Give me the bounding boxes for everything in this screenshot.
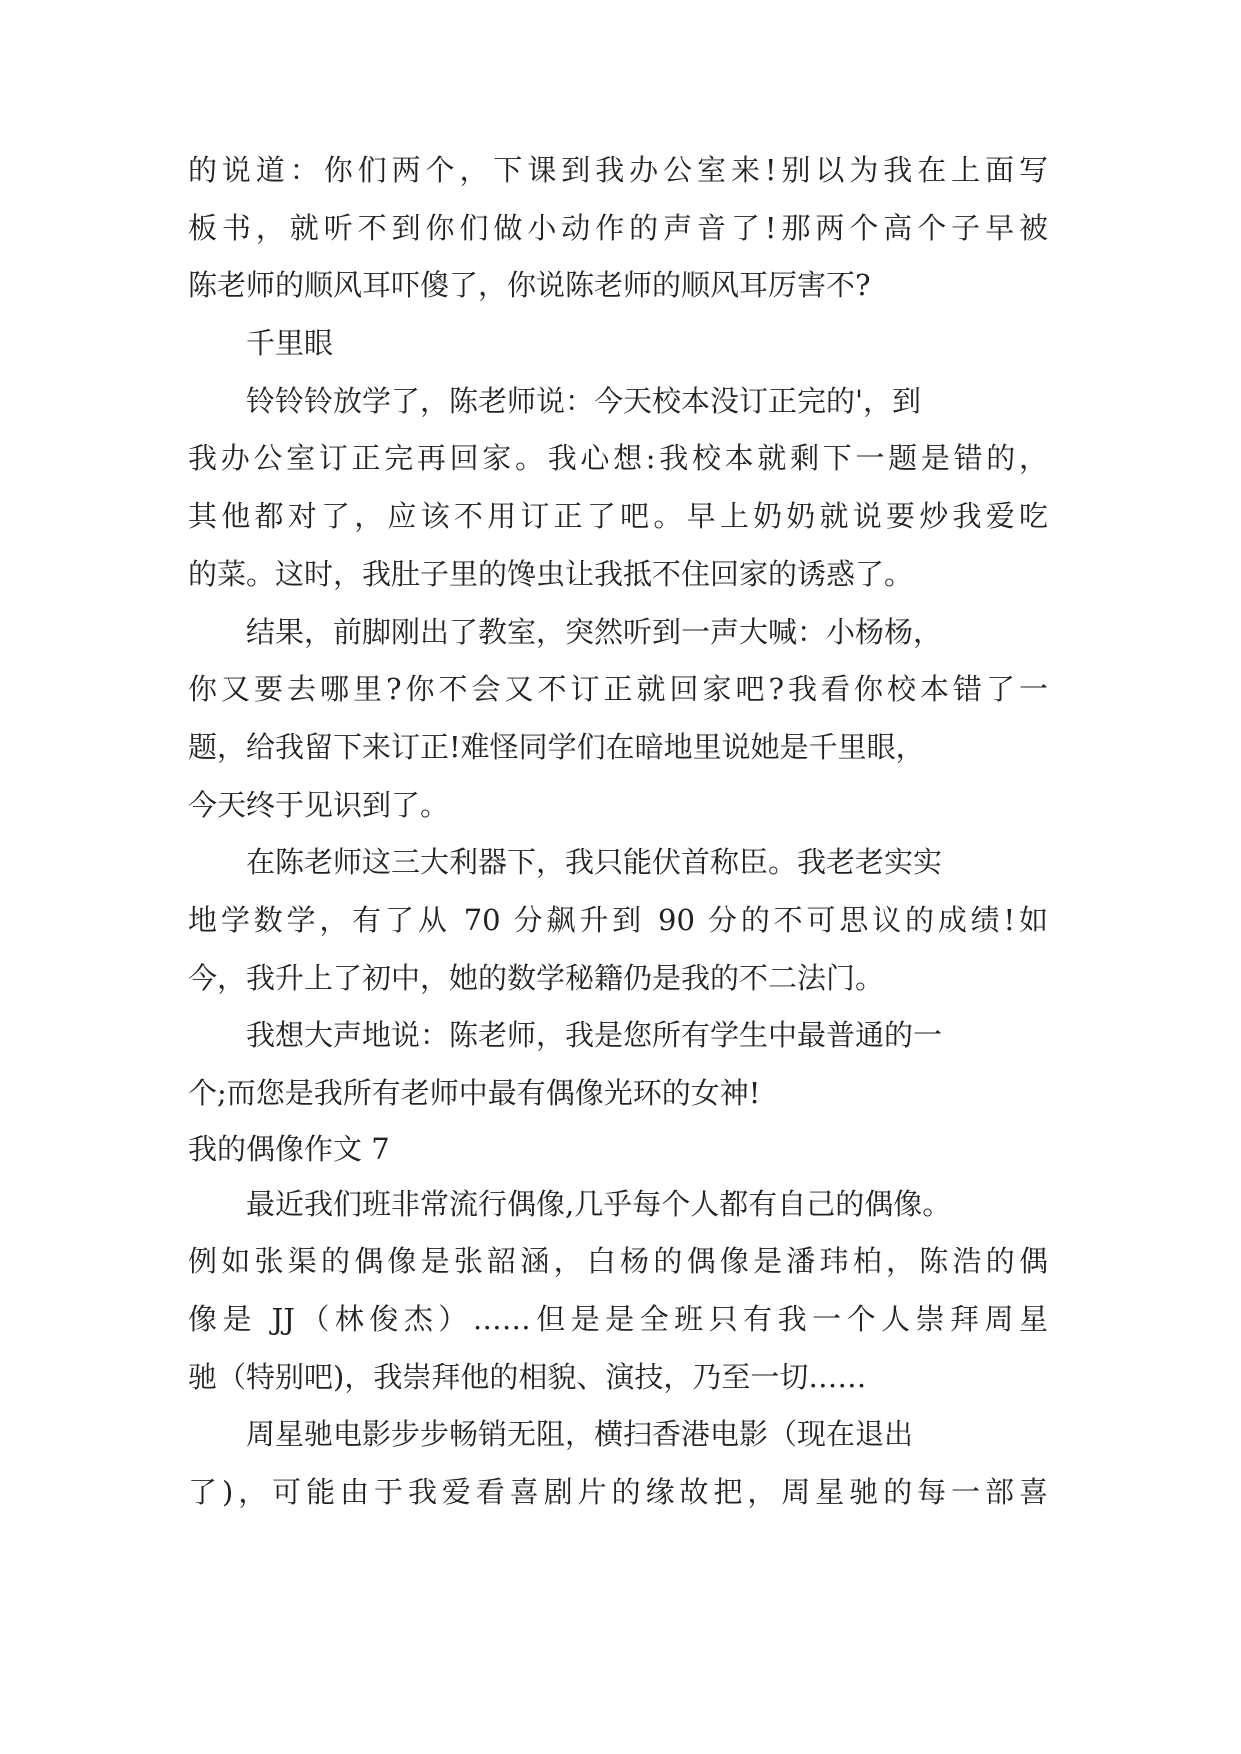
paragraph-3 [188,604,1048,835]
text-line: 题，给我留下来订正!难怪同学们在暗地里说她是千里眼， [188,729,925,764]
text-line: 例如张渠的偶像是张韶涵，白杨的偶像是潘玮柏，陈浩的偶 [188,1244,1048,1279]
text-line: 在陈老师这三大利器下，我只能伏首称臣。我老老实实 [246,845,943,880]
section-title: 我的偶像作文 7 [188,1131,390,1166]
text-line: 的说道：你们两个，下课到我办公室来!别以为我在上面写 [188,153,1048,187]
text-line: 最近我们班非常流行偶像,几乎每个人都有自己的偶像。 [246,1186,952,1221]
paragraph-6 [188,1176,1048,1407]
text-line: 个;而您是我所有老师中最有偶像光环的女神! [188,1076,761,1110]
text-line: 了)，可能由于我爱看喜剧片的缘故把，周星驰的每一部喜 [188,1475,1048,1510]
text-line: 我办公室订正完再回家。我心想:我校本就剩下一题是错的， [188,441,1048,476]
document-page [188,142,1048,1522]
text-line: 今天终于见识到了。 [188,787,450,822]
paragraph-7 [188,1406,1048,1521]
text-line: 像是 JJ（林俊杰）……但是是全班只有我一个人崇拜周星 [188,1302,1048,1337]
paragraph-4 [188,834,1048,1007]
text-line: 驰（特别吧)，我崇拜他的相貌、演技，乃至一切…… [188,1359,867,1394]
text-line: 结果，前脚刚出了教室，突然听到一声大喊：小杨杨， [246,614,943,649]
paragraph-2 [188,373,1048,604]
paragraph-5 [188,1007,1048,1122]
text-line: 板书，就听不到你们做小动作的声音了!那两个高个子早被 [188,210,1048,245]
text-line: 铃铃铃放学了，陈老师说：今天校本没订正完的'，到 [246,383,921,418]
text-line: 周星驰电影步步畅销无阻，横扫香港电影（现在退出 [246,1417,914,1452]
text-line: 我想大声地说：陈老师，我是您所有学生中最普通的一 [246,1018,943,1053]
text-line: 地学数学，有了从 70 分飙升到 90 分的不可思议的成绩!如 [188,902,1048,937]
text-line: 其他都对了，应该不用订正了吧。早上奶奶就说要炒我爱吃 [188,499,1048,534]
text-line: 的菜。这时，我肚子里的馋虫让我抵不住回家的诱惑了。 [188,556,914,591]
text-line: 陈老师的顺风耳吓傻了，你说陈老师的顺风耳厉害不? [188,268,871,303]
text-line: 你又要去哪里?你不会又不订正就回家吧?我看你校本错了一 [188,672,1048,707]
subheading-qianliyan: 千里眼 [246,326,334,361]
paragraph-1 [188,142,1048,315]
text-line: 今，我升上了初中，她的数学秘籍仍是我的不二法门。 [188,960,885,995]
